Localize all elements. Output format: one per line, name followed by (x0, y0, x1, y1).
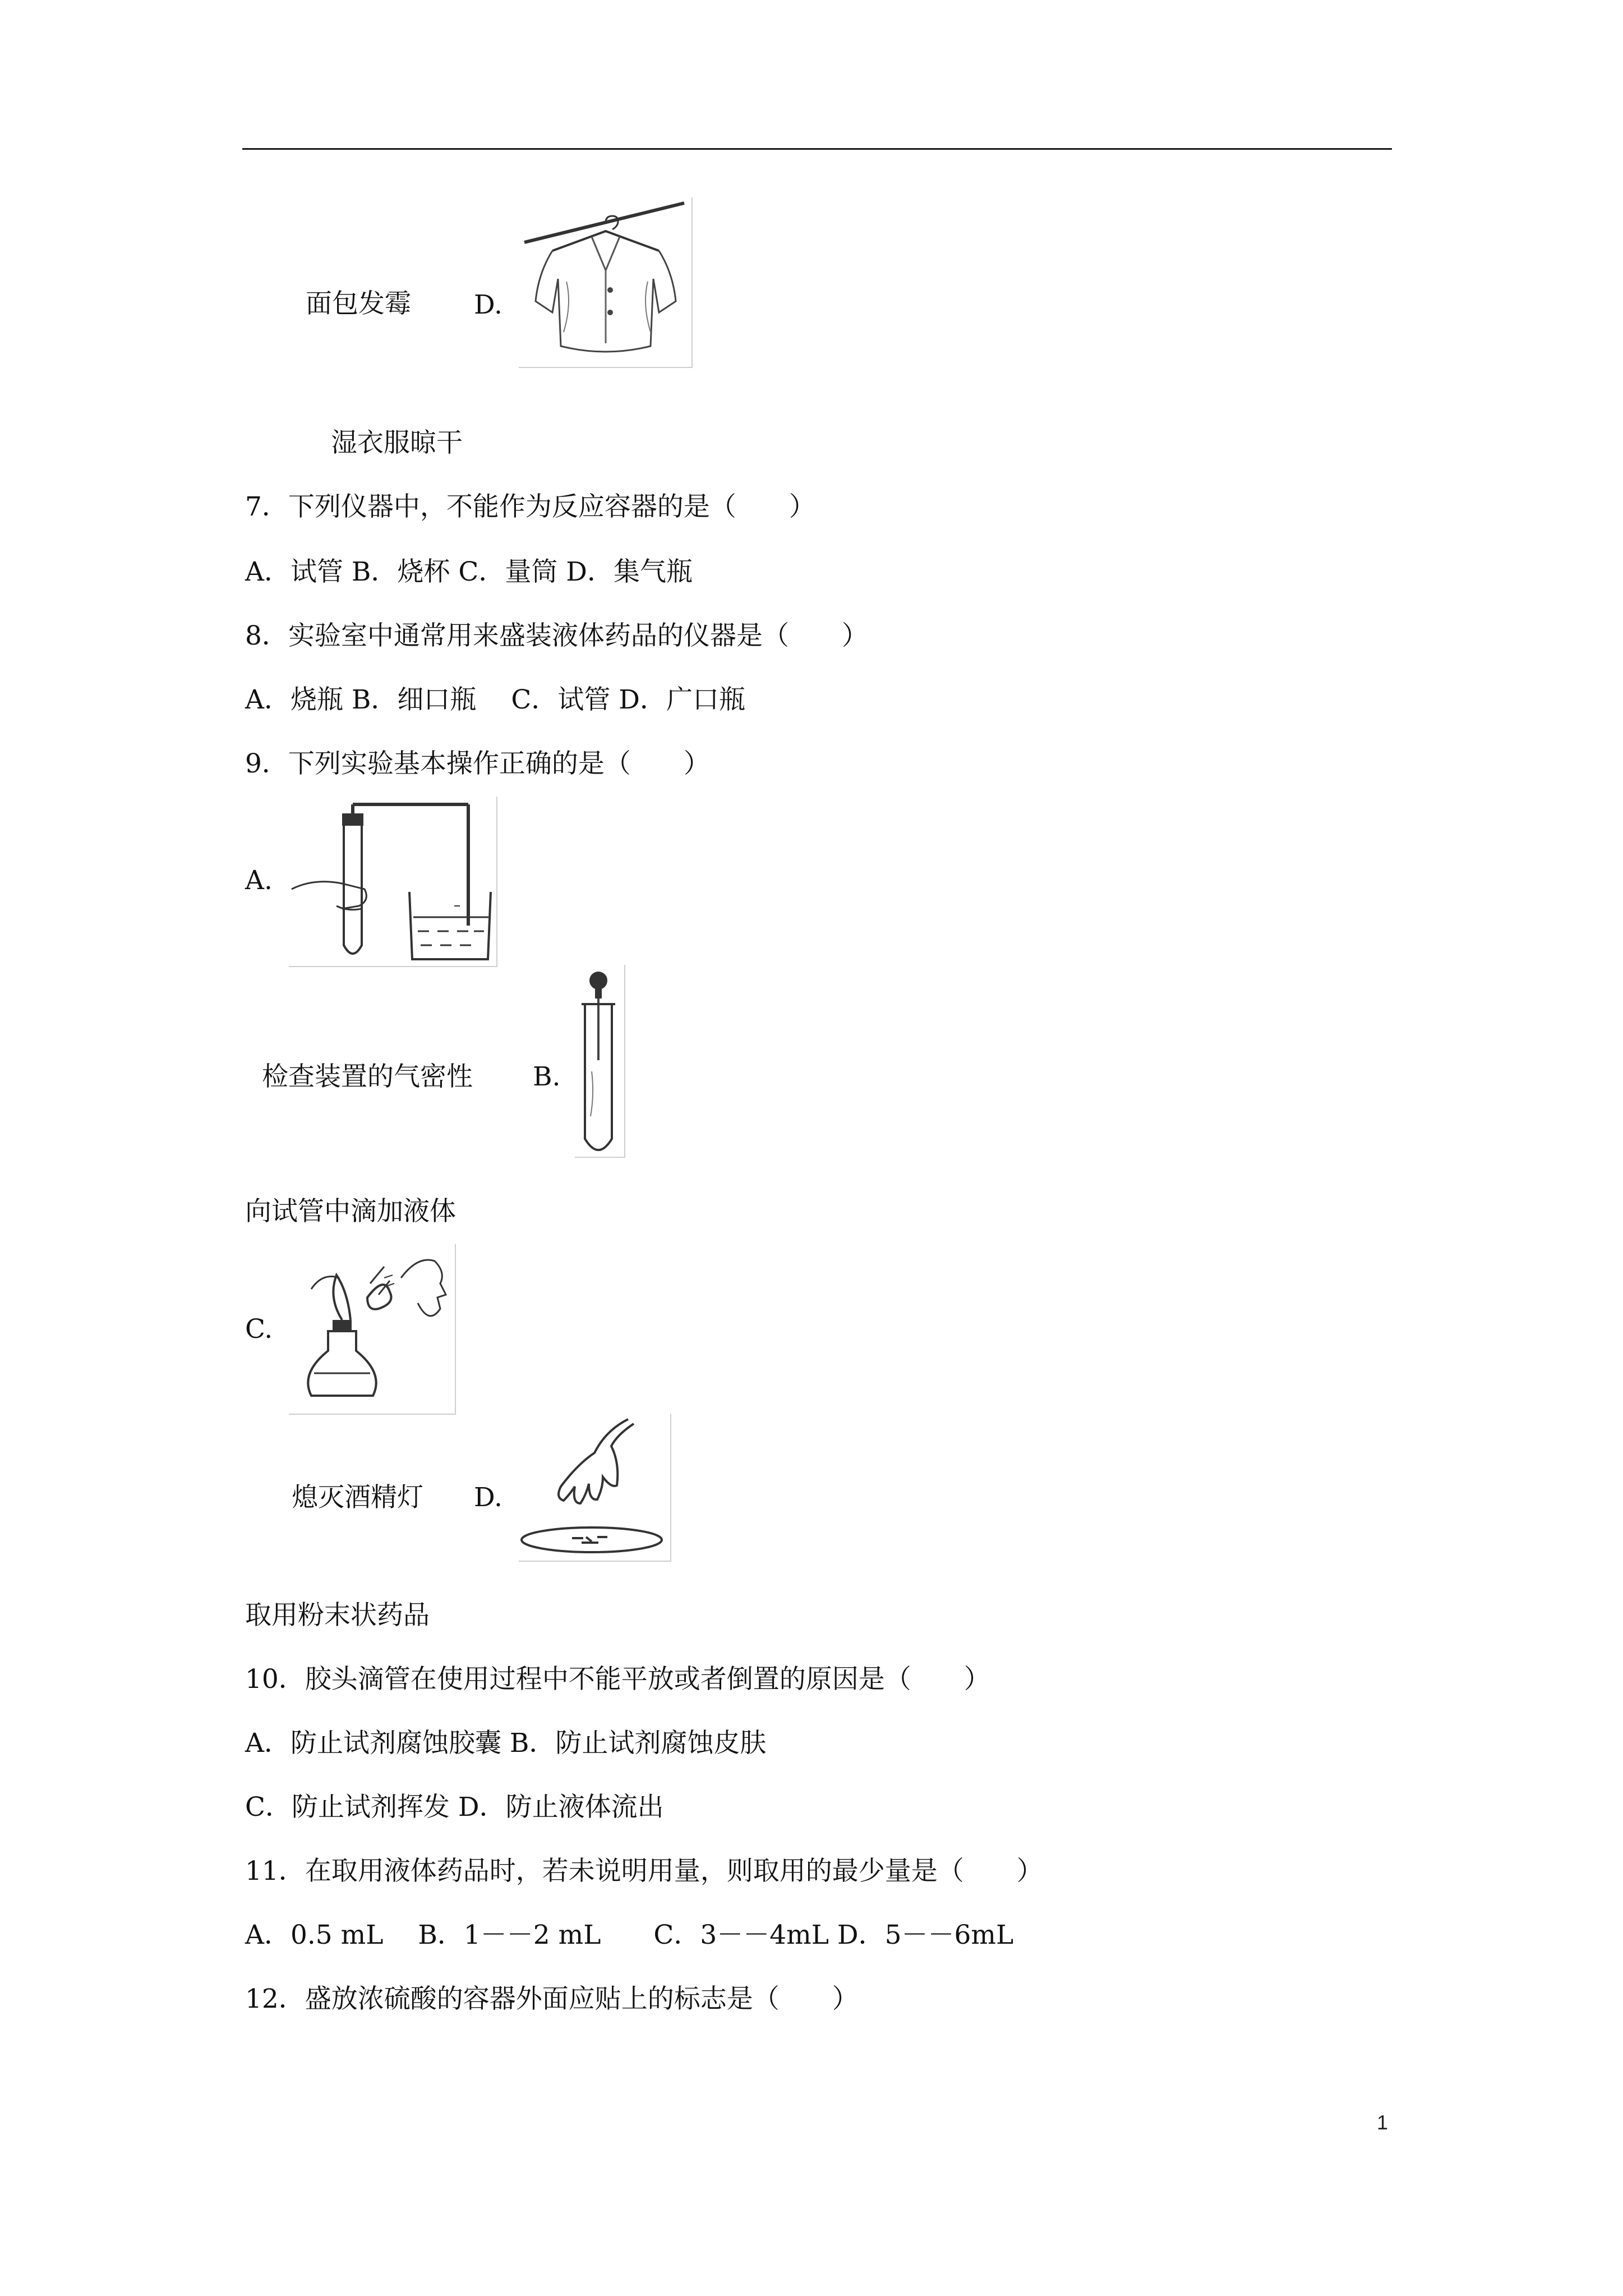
page-number: 1 (1377, 2111, 1389, 2134)
dropper-into-test-tube-figure (575, 965, 625, 1158)
q7-options: A．试管 B．烧杯 C．量筒 D．集气瓶 (245, 556, 693, 587)
q11-options: A．0.5 mL B．1－－2 mL C．3－－4mL D．5－－6mL (245, 1920, 1014, 1950)
q9-stem: 9．下列实验基本操作正确的是（ ） (245, 748, 710, 779)
q9-option-d-marker: D. (474, 1482, 502, 1513)
q10-options-line2: C．防止试剂挥发 D．防止液体流出 (245, 1792, 664, 1823)
q6-option-d-label: 湿衣服晾干 (331, 427, 463, 458)
q6-option-d-marker: D. (474, 289, 502, 320)
q9-option-c-label: 熄灭酒精灯 (292, 1482, 423, 1513)
q8-options: A．烧瓶 B．细口瓶 C．试管 D．广口瓶 (245, 684, 745, 715)
q10-options-line1: A．防止试剂腐蚀胶囊 B．防止试剂腐蚀皮肤 (245, 1728, 767, 1759)
q9-option-b-marker: B. (533, 1061, 561, 1092)
q8-stem: 8．实验室中通常用来盛装液体药品的仪器是（ ） (245, 620, 868, 651)
q10-stem: 10．胶头滴管在使用过程中不能平放或者倒置的原因是（ ） (245, 1664, 990, 1695)
q9-option-c-marker: C. (245, 1314, 273, 1345)
q12-stem: 12．盛放浓硫酸的容器外面应贴上的标志是（ ） (245, 1984, 859, 2014)
header-rule (242, 148, 1392, 150)
q11-stem: 11．在取用液体药品时，若未说明用量，则取用的最少量是（ ） (245, 1856, 1043, 1887)
q9-option-b-label: 向试管中滴加液体 (245, 1196, 456, 1227)
q9-option-a-label: 检查装置的气密性 (262, 1061, 473, 1092)
extinguish-alcohol-lamp-figure (289, 1244, 456, 1415)
airtightness-check-figure (289, 797, 497, 967)
clothes-drying-figure (519, 197, 693, 368)
q9-option-a-marker: A. (245, 865, 273, 896)
take-powder-by-hand-figure (519, 1414, 671, 1562)
q9-option-d-label: 取用粉末状药品 (245, 1600, 430, 1631)
q7-stem: 7．下列仪器中，不能作为反应容器的是（ ） (245, 491, 815, 522)
q6-option-c-label: 面包发霉 (306, 288, 411, 319)
